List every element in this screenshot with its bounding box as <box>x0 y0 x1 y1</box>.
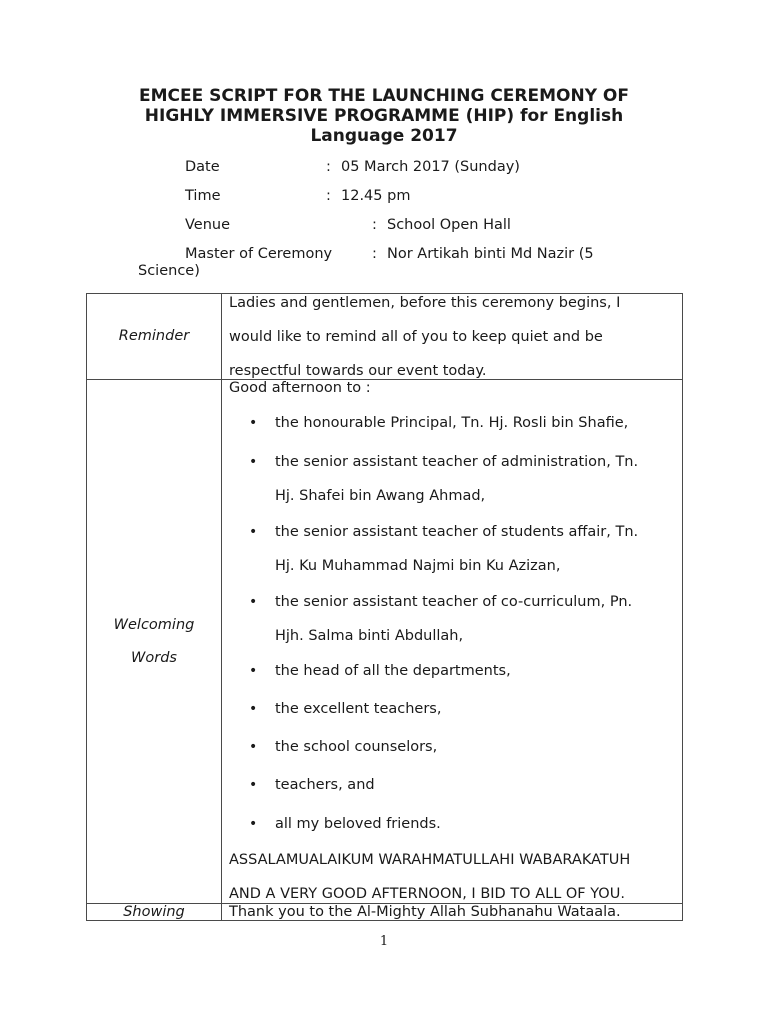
reminder-line: Ladies and gentlemen, before this ceremony begins, I <box>229 295 621 311</box>
detail-colon: : <box>326 159 331 175</box>
detail-label: Date <box>185 159 220 175</box>
welcoming-intro: Good afternoon to : <box>229 380 371 396</box>
reminder-label: Reminder <box>118 328 190 344</box>
showing-text: Thank you to the Al-Mighty Allah Subhanahu Wataala. <box>229 904 621 920</box>
document-title <box>100 86 668 146</box>
reminder-line: respectful towards our event today. <box>229 363 487 379</box>
title-line-3: Language 2017 <box>310 126 458 146</box>
bullet-icon: • <box>249 454 258 470</box>
detail-value: 12.45 pm <box>341 188 411 204</box>
list-item: the school counselors, <box>275 739 438 755</box>
detail-colon: : <box>372 217 377 233</box>
reminder-line: would like to remind all of you to keep quiet and be <box>229 329 603 345</box>
detail-value: 05 March 2017 (Sunday) <box>341 159 520 175</box>
list-item: the senior assistant teacher of co-curriculum, Pn. <box>275 594 633 610</box>
showing-label: Showing <box>123 904 185 920</box>
bullet-icon: • <box>249 777 258 793</box>
column-divider <box>221 294 222 920</box>
welcoming-label: Welcoming <box>113 617 195 633</box>
bullet-icon: • <box>249 415 258 431</box>
detail-label: Master of Ceremony <box>185 246 333 262</box>
detail-label: Venue <box>185 217 231 233</box>
bullet-icon: • <box>249 594 258 610</box>
bullet-icon: • <box>249 663 258 679</box>
detail-colon: : <box>326 188 331 204</box>
page-number: 1 <box>379 934 389 949</box>
welcoming-label: Words <box>131 650 177 666</box>
bullet-icon: • <box>249 701 258 717</box>
list-item-continuation: Hjh. Salma binti Abdullah, <box>275 628 464 644</box>
list-item: the senior assistant teacher of students affair, Tn. <box>275 524 639 540</box>
list-item-continuation: Hj. Shafei bin Awang Ahmad, <box>275 488 486 504</box>
detail-value-continuation: Science) <box>138 263 200 279</box>
list-item: all my beloved friends. <box>275 816 441 832</box>
list-item: teachers, and <box>275 777 375 793</box>
bullet-icon: • <box>249 524 258 540</box>
list-item: the honourable Principal, Tn. Hj. Rosli bin Shafie, <box>275 415 629 431</box>
script-table <box>86 293 683 921</box>
list-item: the excellent teachers, <box>275 701 442 717</box>
detail-label: Time <box>185 188 221 204</box>
detail-value: Nor Artikah binti Md Nazir (5 <box>387 246 594 262</box>
bullet-icon: • <box>249 739 258 755</box>
greeting-line: AND A VERY GOOD AFTERNOON, I BID TO ALL OF YOU. <box>229 886 625 902</box>
detail-value: School Open Hall <box>387 217 511 233</box>
list-item: the senior assistant teacher of administration, Tn. <box>275 454 639 470</box>
greeting-line: ASSALAMUALAIKUM WARAHMATULLAHI WABARAKATUH <box>229 852 631 868</box>
list-item-continuation: Hj. Ku Muhammad Najmi bin Ku Azizan, <box>275 558 561 574</box>
bullet-icon: • <box>249 816 258 832</box>
list-item: the head of all the departments, <box>275 663 511 679</box>
title-line-2: HIGHLY IMMERSIVE PROGRAMME (HIP) for English <box>144 106 624 126</box>
detail-colon: : <box>372 246 377 262</box>
title-line-1: EMCEE SCRIPT FOR THE LAUNCHING CEREMONY OF <box>139 86 629 106</box>
